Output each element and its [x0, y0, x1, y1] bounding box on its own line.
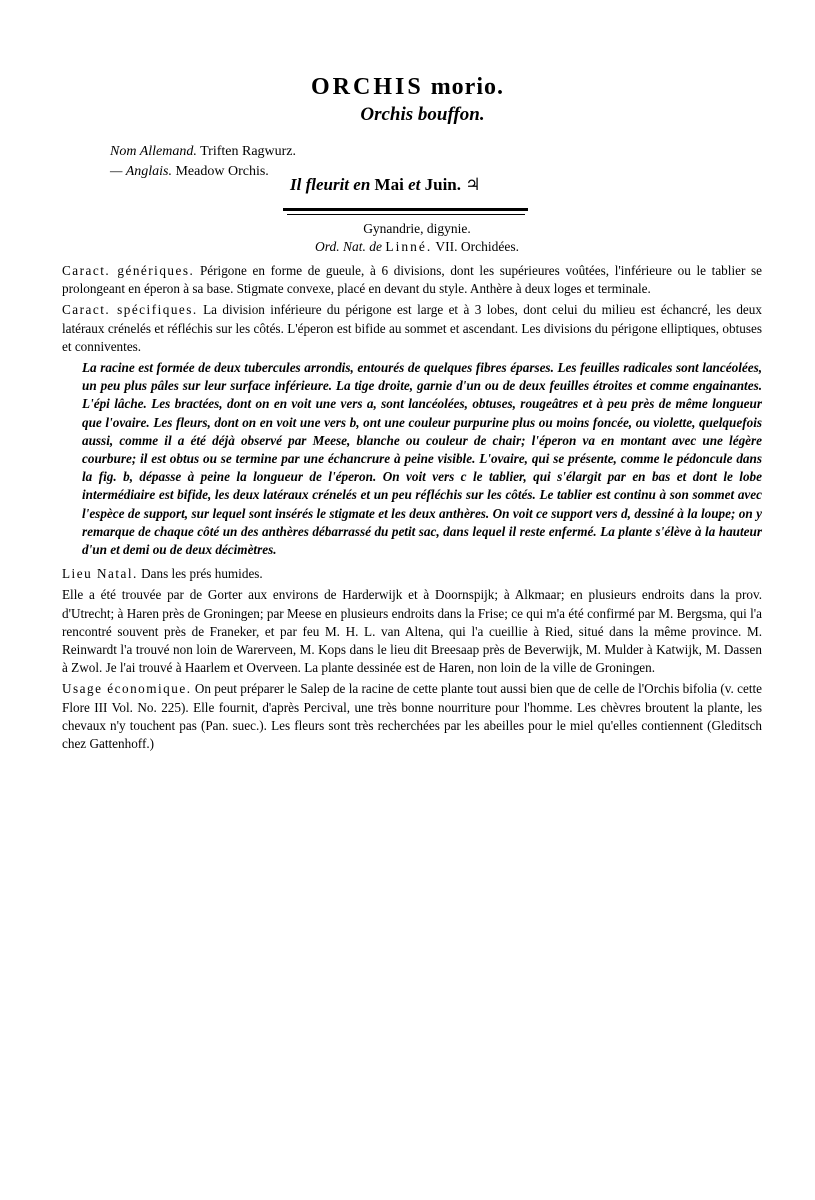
generic-heading: Caract. génériques.: [62, 263, 195, 278]
generic-text: Périgone en forme de gueule, à 6 divisions, dont les supérieures voûtées, l'inférieure ou le tablier se prolongeant en éperon à sa base. Stigmate convexe, placé en devant du style. Anthère à deux loges et terminale.: [62, 263, 762, 297]
divider-thick: [283, 208, 528, 211]
localities-paragraph: Elle a été trouvée par de Gorter aux environs de Harderwijk et à Doornspijk; à Alkmaar; en plusieurs endroits dans la prov. d'Utrecht; à Haren près de Groningen; par Meese en plusieurs endroits dans la Frise; ce qui m'a été confirmé par M. Bergsma, qui l'a rencontré souvent près de Franeker, et par feu M. H. L. van Altena, qui l'a cueillie à Ried, situé dans la même province. M. Reinwardt l'a trouvé non loin de Warerveen, M. Kops dans le lieu dit Breesaap près de Beverwijk, M. Mulder à Katwijk, M. Dassen à Zwol. Je l'ai trouvé à Haarlem et Overveen. La plante dessinée est de Haren, non loin de la ville de Groningen.: [62, 587, 762, 676]
order-label: Ord. Nat. de: [315, 239, 382, 254]
economic-usage: [62, 680, 762, 753]
page-title: [0, 74, 815, 101]
english-label: — Anglais.: [110, 164, 172, 179]
species-name: morio.: [430, 74, 504, 100]
usage-text: On peut préparer le Salep de la racine de cette plante tout aussi bien que de celle de l'Orchis bifolia (v. cette Flore III Vol. No. 225). Elle fournit, d'après Percival, une très bonne nourriture pour l'homme. Les chèvres broutent la plante, les chevaux n'y touchent pas (Pan. suec.). Les fleurs sont très recherchées par les abeilles pour le miel qu'elles contiennent (Gleditsch chez Gattenhoff.): [62, 681, 763, 752]
flowering-text-b: Mai: [374, 175, 404, 194]
specific-characters: [62, 301, 762, 356]
natural-order: [297, 238, 537, 256]
habitat-heading: Lieu Natal.: [62, 566, 138, 582]
english-value: Meadow Orchis.: [175, 164, 269, 179]
french-name: Orchis bouffon.: [360, 104, 485, 125]
common-names: [110, 142, 296, 182]
flowering-text-a: Il fleurit en: [290, 175, 371, 194]
specific-text: La division inférieure du périgone est large et à 3 lobes, dont celui du milieu est échancré, les deux latéraux crénelés et réfléchis sur les côtés. L'éperon est bifide au sommet et ascendant. Les divisions du périgone elliptiques, obtuses et conniventes.: [62, 302, 762, 354]
linnaean-class: Gynandrie, digynie.: [363, 221, 471, 236]
genus-name: ORCHIS: [311, 74, 424, 100]
german-label: Nom Allemand.: [110, 144, 197, 159]
document-body: [62, 262, 762, 756]
generic-characters: [62, 262, 762, 298]
english-name-row: [110, 162, 296, 182]
german-name-row: [110, 142, 296, 162]
specific-heading: Caract. spécifiques.: [62, 302, 198, 318]
usage-heading: Usage économique.: [62, 681, 192, 697]
description-paragraph: La racine est formée de deux tubercules arrondis, entourés de quelques fibres éparses. Les feuilles radicales sont lancéolées, un peu plus pâles sur leur surface inférieure. La tige droite, garnie d'un ou de deux feuilles étroites et comme engainantes. L'épi lâche. Les bractées, dont on en voit une vers a, sont lancéolées, obtuses, rougeâtres et à peu près de même longueur que l'ovaire. Les fleurs, dont on en voit une vers b, ont une couleur purpurine plus ou moins foncée, ou violette, quelquefois aussi, comme il a été déjà observé par Meese, blanche ou couleur de chair; l'éperon va en montant avec une légère courbure; il est obtus ou se termine par une échancrure à peine visible. L'ovaire, qui se présente, comme le pédoncule dans la fig. b, dépasse à peine la longueur de l'éperon. On voit vers c le tablier, qui s'élargit par en bas et dont le lobe intermédiaire est bifide, les deux latéraux crénelés et un peu réfléchis sur les côtés. Le tablier est continu à son sommet avec l'espèce de support, sur lequel sont insérés le stigmate et les deux anthères. On voit ce support vers d, dessiné à la loupe; on y remarque de chaque côté un des anthères débarrassé du petit sac, dans lequel il reste enfermé. La plante s'élève à la hauteur d'un et demi ou de deux décimètres.: [82, 360, 762, 558]
german-value: Triften Ragwurz.: [200, 144, 297, 159]
divider-thin: [287, 214, 525, 215]
habitat-text: Dans les prés humides.: [141, 566, 263, 582]
habitat: [62, 565, 762, 583]
order-value: VII. Orchidées.: [435, 239, 519, 254]
flowering-text-d: Juin. ♃: [424, 175, 481, 194]
linne-name: Linné.: [385, 239, 433, 254]
flowering-text-c: et: [408, 175, 421, 194]
flowering-period: [290, 175, 480, 195]
classification: [297, 220, 537, 256]
